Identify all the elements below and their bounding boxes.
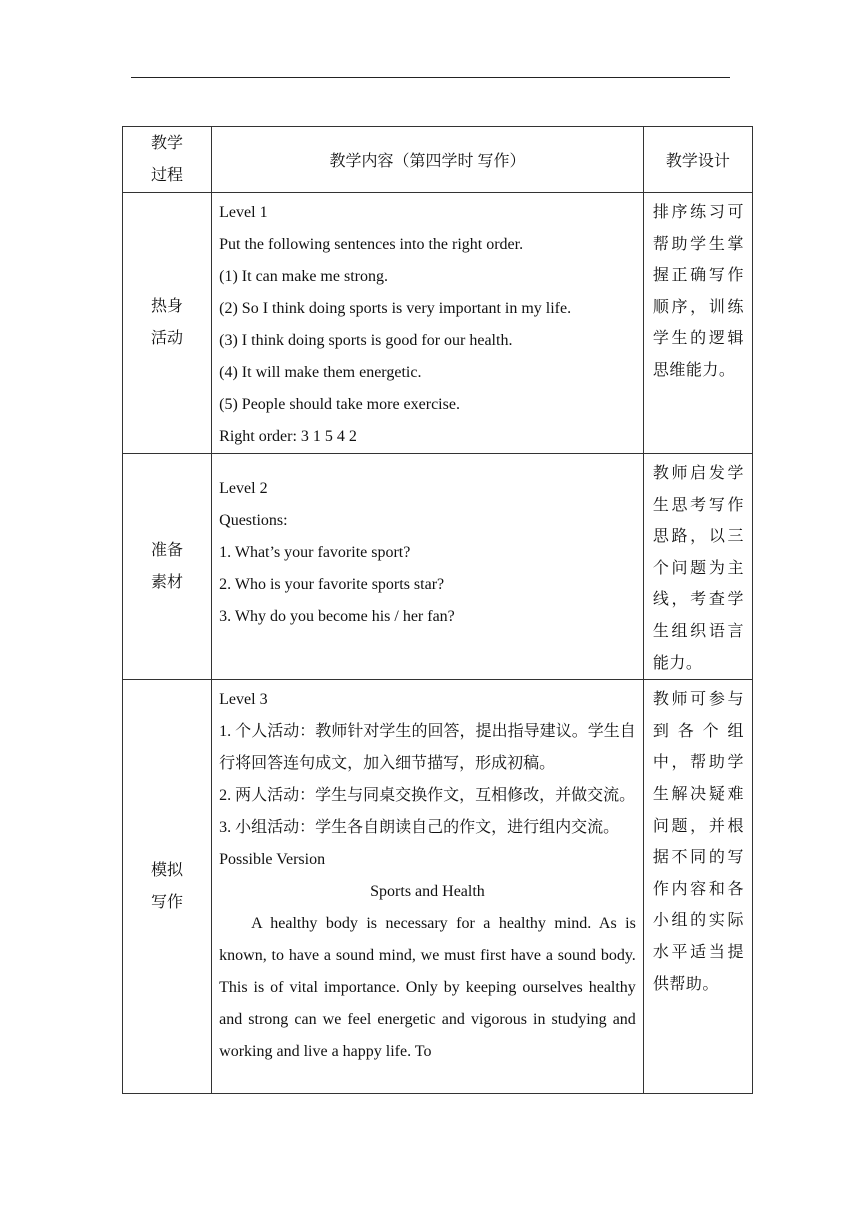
process-cell [123,680,212,1094]
design-text: 排序练习可帮助学生掌握正确写作顺序，训练学生的逻辑思维能力。 [652,204,744,379]
level-label: Level 1 [219,204,268,221]
design-cell [643,193,752,454]
sentence-item: (4) It will make them energetic. [219,364,422,381]
questions-label: Questions: [219,512,288,529]
header-process [123,127,212,193]
sentence-item: (5) People should take more exercise. [219,396,460,413]
sentence-item: (1) It can make me strong. [219,268,388,285]
process-cell [123,454,212,680]
level-label: Level 3 [219,691,268,709]
content-cell [212,454,644,680]
header-content: 教学内容（第四学时 写作） [212,127,644,193]
activity-step: 1. 个人活动：教师针对学生的回答，提出指导建议。学生自行将回答连句成文，加入细节描写，形成初稿。 [219,723,636,773]
level-label: Level 2 [219,480,268,497]
question-item: 2. Who is your favorite sports star? [219,576,445,593]
header-design: 教学设计 [643,127,752,193]
essay-title: Sports and Health [370,883,485,901]
activity-step: 3. 小组活动：学生各自朗读自己的作文，进行组内交流。 [219,819,620,837]
table-header-row [123,127,753,193]
process-label: 热身活动 [151,298,184,347]
design-text: 教师启发学生思考写作思路，以三个问题为主线，考查学生组织语言能力。 [652,465,744,672]
process-label: 准备素材 [151,541,184,591]
header-process-text: 教学过程 [151,134,184,184]
process-label: 模拟写作 [151,861,184,911]
design-cell [643,680,752,1094]
header-rule [131,77,730,78]
instruction-text: Put the following sentences into the right order. [219,236,524,253]
content-cell [212,680,644,1094]
row-warmup [123,193,753,454]
design-text: 教师可参与到各个组中，帮助学生解决疑难问题，并根据不同的写作内容和各小组的实际水平适当提供帮助。 [652,691,744,993]
lesson-plan-table [122,126,753,1094]
question-item: 1. What’s your favorite sport? [219,544,411,561]
question-item: 3. Why do you become his / her fan? [219,608,455,625]
row-writing [123,680,753,1094]
sentence-item: (2) So I think doing sports is very important in my life. [219,300,572,317]
possible-version-label: Possible Version [219,851,326,869]
sentence-item: (3) I think doing sports is good for our health. [219,332,513,349]
process-cell [123,193,212,454]
content-cell [212,193,644,454]
row-preparation [123,454,753,680]
answer-text: Right order: 3 1 5 4 2 [219,428,357,445]
activity-step: 2. 两人活动：学生与同桌交换作文，互相修改，并做交流。 [219,787,636,805]
essay-paragraph: A healthy body is necessary for a healthy mind. As is known, to have a sound mind, we must first have a sound body. This is of vital importance. Only by keeping ourselves healthy and strong can we feel energetic and vigorous in studying and working and live a happy life. To [219,915,636,1061]
design-cell [643,454,752,680]
